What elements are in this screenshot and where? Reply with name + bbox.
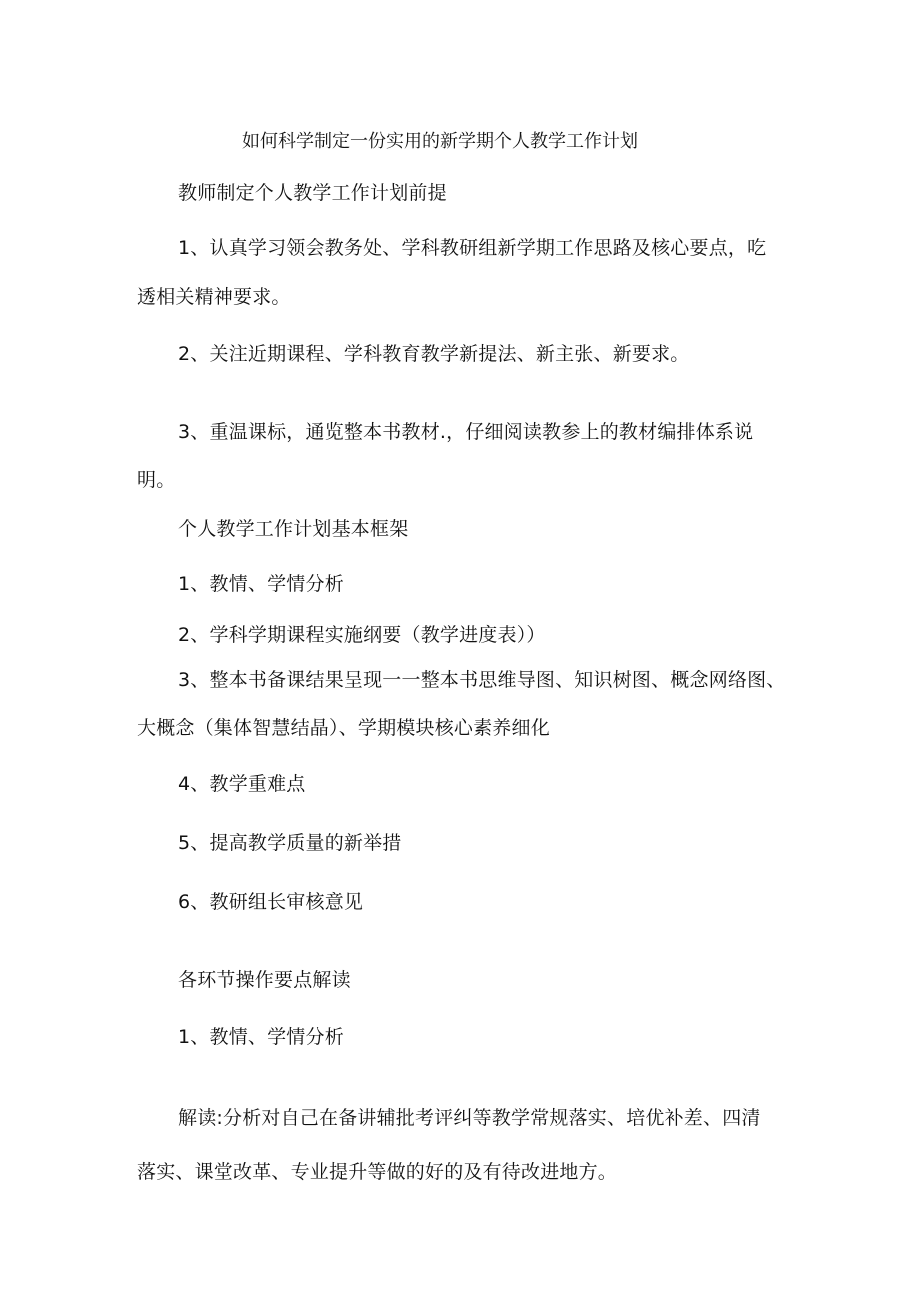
section-heading-interpretation: 各环节操作要点解读 [178, 969, 351, 991]
section-heading-prerequisites: 教师制定个人教学工作计划前提 [178, 182, 447, 204]
list-item: 5、提高教学质量的新举措 [178, 832, 402, 854]
paragraph-line: 3、重温课标，通览整本书教材.，仔细阅读教参上的教材编排体系说 [178, 421, 754, 443]
list-item: 4、教学重难点 [178, 773, 306, 795]
paragraph-line: 明。 [137, 469, 176, 491]
list-item: 2、学科学期课程实施纲要（教学进度表）） [178, 624, 546, 646]
list-item: 1、教情、学情分析 [178, 573, 344, 595]
paragraph-line: 解读:分析对自己在备讲辅批考评纠等教学常规落实、培优补差、四清 [178, 1107, 761, 1129]
paragraph-line: 落实、课堂改革、专业提升等做的好的及有待改进地方。 [137, 1161, 618, 1183]
document-title: 如何科学制定一份实用的新学期个人教学工作计划 [242, 131, 638, 152]
paragraph-line: 2、关注近期课程、学科教育教学新提法、新主张、新要求。 [178, 343, 690, 365]
list-item-continuation: 大概念（集体智慧结晶）、学期模块核心素养细化 [137, 717, 550, 739]
list-item: 3、整本书备课结果呈现一一整本书思维导图、知识树图、概念网络图、 [178, 669, 786, 691]
paragraph-line: 1、认真学习领会教务处、学科教研组新学期工作思路及核心要点，吃 [178, 237, 767, 259]
list-item: 6、教研组长审核意见 [178, 891, 364, 913]
list-item: 1、教情、学情分析 [178, 1026, 344, 1048]
section-heading-framework: 个人教学工作计划基本框架 [178, 518, 409, 540]
paragraph-line: 透相关精神要求。 [137, 286, 291, 308]
